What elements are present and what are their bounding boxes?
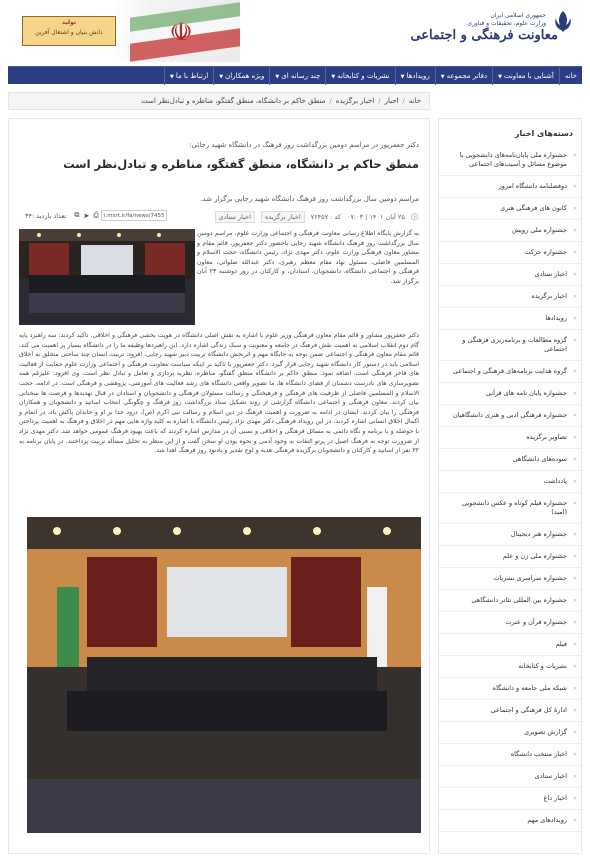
tag-featured-news[interactable]: اخبار برگزیده <box>261 211 305 223</box>
category-item[interactable] <box>439 330 581 361</box>
chevron-left-icon: ‹ <box>573 412 576 419</box>
chevron-left-icon: ‹ <box>573 773 576 780</box>
category-label: جشنواره فیلم کوتاه و عکس دانشجویی (امید) <box>462 499 567 516</box>
category-item[interactable] <box>439 361 581 383</box>
news-code: کد : ۷۶۴۵۷ <box>310 213 341 221</box>
breadcrumb-home[interactable]: خانه <box>408 97 421 105</box>
chevron-left-icon: ‹ <box>573 337 576 344</box>
chevron-left-icon: ‹ <box>573 597 576 604</box>
publish-date: ۲۵ آبان ۱۴۰۱ | ۰۷:۰۳ <box>346 213 405 221</box>
breadcrumb-separator: / <box>378 97 381 105</box>
category-item[interactable] <box>439 634 581 656</box>
category-item[interactable] <box>439 524 581 546</box>
telegram-icon[interactable]: ➤ <box>83 211 90 220</box>
chevron-left-icon: ‹ <box>573 152 576 159</box>
article-thumbnail-image <box>19 229 195 325</box>
category-label: جشنواره ملی زن و علم <box>502 552 567 560</box>
article-lead: دکتر جعفرپور در مراسم دومین بزرگداشت روز فرهنگ در دانشگاه شهید رجائی: <box>189 141 419 149</box>
caret-down-icon: ▼ <box>331 73 336 80</box>
category-item[interactable] <box>439 145 581 176</box>
caret-down-icon: ▼ <box>169 73 174 80</box>
nav-item-events[interactable] <box>395 67 435 85</box>
nav-item-label: خانه <box>564 71 577 80</box>
article-paragraph-2: دکتر جعفرپور مشاور و قائم مقام معاون فرهنگی وزیر علوم با اشاره به نقش اصلی دانشگاه در هویت بخشی فرهنگی و اخلاقی، تاکید کردند: سه راهبرد پایه گام دوم انقلاب اسلامی به اهمیت نقش فرهنگ در جامعه و معنویت و سبک زندگی اشاره دارد. این راهبردها وظیفه ما را در دانشگاه بسیار پر اهمیت می کند. قائم مقام معاون فرهنگی و اجتماعی ضمن توجه به جایگاه مهم و اثربخش دانشگاه تربیت دبیر شهید رجایی، افزود: تربیت انسان چند ساحتی متخلق به اخلاق اسلامی باید در دستور کار دانشگاه شهید رجایی قرار گیرد. دکتر جعفرپور با تاکید بر اینکه سیاست معاونت فرهنگی و اجتماعی وزارت علوم حمایت از فعالیت های فاخر فرهنگی است، اضافه نمود: منطق حاکم بر دانشگاه منطق گفتگو، مناظره، نظریه پردازی و تعامل و تبادل نظر است. وی افزود: علیرغم همه تصویرسازی های نادرست دشمنان از فضای دانشگاه ها، ما تصویر واقعی دانشگاه های رشد فعالیت های آموزشی، پژوهشی و فرهنگی است. در ادامه، حجت الاسلام و المسلمین فاضلی از ظرفیت های فرهنگی و فرهیختگی و رسالت مسئولان فرهنگی و دانشجویان و استادان در قبال تهدیدها و فرصت ها سخنانی بیان کردند. معاون فرهنگی و اجتماعی دانشگاه گزارشی از روند تشکیل ستاد بزرگداشت روز فرهنگ و چگونگی انتخاب اساتید و دانشجویان و همکاران فرهنگی را بیان کردند. ایشان در ادامه به ضرورت و اهمیت فرهنگ در دین اسلام و رسالت نبی اکرم (ص)، درود خدا بر او و خاندان پاکش باد، در اتمام و اکمال اخلاق انسانی اشاره کردند. در این رویداد فرهنگی دکتر مهدی نژاد رئیس دانشگاه با اشاره به کلید واژه هایی مهم در اخلاق و فرهنگ به اهمیت پرداختن با حوصله و با برنامه و نگاه دائمی به مسائل فرهنگی و اخلاقی و نسبی آن در مدارس اشاره کردند که باعث بهبود فرهنگ عمومی خواهد شد. دکتر مهدی نژاد از ضرورت توجه به فرهنگ اصیل در پرتو التفات به وجود آدمی و نحوه بودن او سخن گفت و از این منظر به تحلیل مسأله تربیت پرداختند. در پایان برنامه به ۲۲ نفر از اساتید و کارکنان و دانشجویان برگزیده فرهنگی هدیه و لوح تقدیر و یادبود روز فرهنگ اهدا شد. <box>19 332 419 455</box>
site-logo[interactable] <box>376 6 576 56</box>
category-item[interactable] <box>439 286 581 308</box>
deputy-title: معاونت فرهنگی و اجتماعی <box>410 28 558 43</box>
flag-emblem-icon: ☫ <box>169 18 193 48</box>
chevron-left-icon: ‹ <box>573 249 576 256</box>
category-label: یادداشت <box>543 477 567 485</box>
category-list <box>439 145 581 832</box>
news-categories-sidebar <box>438 118 582 854</box>
category-item[interactable] <box>439 405 581 427</box>
breadcrumb-featured-news[interactable]: اخبار برگزیده <box>335 97 375 105</box>
site-header <box>0 0 590 62</box>
category-item[interactable] <box>439 700 581 722</box>
breadcrumb-news[interactable]: اخبار <box>384 97 399 105</box>
tag-staff-news[interactable]: اخبار ستادی <box>215 211 255 223</box>
caret-down-icon: ▼ <box>275 73 280 80</box>
category-label: تصاویر برگزیده <box>526 433 567 441</box>
category-label: اخبار ستادی <box>534 772 567 780</box>
caret-down-icon: ▼ <box>219 73 224 80</box>
category-item[interactable] <box>439 810 581 832</box>
chevron-left-icon: ‹ <box>573 641 576 648</box>
category-label: جشنواره سراسری نشریات <box>493 574 567 582</box>
breadcrumb <box>8 92 430 110</box>
category-label: اخبار منتخب دانشگاه <box>510 750 567 758</box>
chevron-left-icon: ‹ <box>573 795 576 802</box>
chevron-left-icon: ‹ <box>573 227 576 234</box>
caret-down-icon: ▼ <box>400 73 405 80</box>
category-label: جشنواره حرکت <box>524 248 567 256</box>
nav-item-label: ارتباط با ما <box>175 71 209 80</box>
chevron-left-icon: ‹ <box>573 663 576 670</box>
chevron-left-icon: ‹ <box>573 531 576 538</box>
nav-item-colleagues[interactable] <box>213 67 269 85</box>
chevron-left-icon: ‹ <box>573 368 576 375</box>
nav-item-label: دفاتر مجموعه <box>446 71 488 80</box>
chevron-left-icon: ‹ <box>573 553 576 560</box>
nav-item-offices[interactable] <box>435 67 492 85</box>
year-slogan-badge <box>22 16 116 46</box>
category-item[interactable] <box>439 546 581 568</box>
chevron-left-icon: ‹ <box>573 478 576 485</box>
chevron-left-icon: ‹ <box>573 271 576 278</box>
article-tools <box>19 210 167 221</box>
category-item[interactable] <box>439 788 581 810</box>
category-item[interactable] <box>439 176 581 198</box>
category-label: جشنواره ملی پایان‌نامه‌های دانشجویی با موضوع مسائل و آسیب‌های اجتماعی <box>459 151 567 168</box>
chevron-left-icon: ‹ <box>573 575 576 582</box>
nav-item-contact[interactable] <box>164 67 213 85</box>
breadcrumb-separator: / <box>402 97 405 105</box>
category-label: ادارۀ کل فرهنگی و اجتماعی <box>490 706 567 714</box>
nav-item-about[interactable] <box>492 67 559 85</box>
chevron-left-icon: ‹ <box>573 293 576 300</box>
category-item[interactable] <box>439 590 581 612</box>
category-item[interactable] <box>439 568 581 590</box>
category-label: گروه مطالعات و برنامه‌ریزی فرهنگی و اجتماعی <box>462 336 567 353</box>
category-label: کانون های فرهنگی هنری <box>500 204 567 212</box>
category-label: رویدادها <box>545 314 567 322</box>
visit-count: تعداد بازدید :۳۴ <box>25 211 67 220</box>
short-link-field[interactable]: i.msrt.ir/fa/news/7455 <box>101 210 167 221</box>
nav-item-publications[interactable] <box>325 67 394 85</box>
chevron-left-icon: ‹ <box>573 315 576 322</box>
article-card <box>8 118 430 854</box>
main-navigation <box>8 66 582 84</box>
category-label: نشریات و کتابخانه <box>518 662 567 670</box>
category-item[interactable] <box>439 198 581 220</box>
caret-down-icon: ▼ <box>498 73 502 80</box>
sidebar-title: دسته‌های اخبار <box>514 129 573 138</box>
chevron-left-icon: ‹ <box>573 183 576 190</box>
caret-down-icon: ▼ <box>440 73 445 80</box>
article-title: منطق حاکم بر دانشگاه، منطق گفتگو، مناظره و تبادل‌نظر است <box>63 157 419 171</box>
clock-icon: 🕓 <box>410 213 419 221</box>
chevron-left-icon: ‹ <box>573 817 576 824</box>
category-label: سوده‌های دانشگاهی <box>512 455 567 463</box>
chevron-left-icon: ‹ <box>573 390 576 397</box>
ministry-name-line2: وزارت علوم، تحقیقات و فناوری <box>467 20 546 27</box>
category-item[interactable] <box>439 656 581 678</box>
chevron-left-icon: ‹ <box>573 205 576 212</box>
category-label: رویدادهای مهم <box>527 816 567 824</box>
category-label: اخبار برگزیده <box>531 292 567 300</box>
category-item[interactable] <box>439 722 581 744</box>
chevron-left-icon: ‹ <box>573 685 576 692</box>
chevron-left-icon: ‹ <box>573 619 576 626</box>
category-label: دوفصلنامه دانشگاه امروز <box>498 182 567 190</box>
category-item[interactable] <box>439 427 581 449</box>
category-item[interactable] <box>439 242 581 264</box>
chevron-left-icon: ‹ <box>573 751 576 758</box>
breadcrumb-current: منطق حاکم بر دانشگاه، منطق گفتگو، مناظره و تبادل‌نظر است <box>141 97 326 105</box>
category-label: جشنواره قرآن و عترت <box>505 618 567 626</box>
slogan-line2: دانش بنیان و اشتغال آفرین <box>35 29 103 36</box>
article-summary: مراسم دومین سال بزرگداشت روز فرهنگ دانشگاه شهید رجایی برگزار شد. <box>200 195 419 203</box>
category-item[interactable] <box>439 449 581 471</box>
category-label: جشنواره بین المللی تئاتر دانشگاهی <box>471 596 567 604</box>
category-label: جشنواره هنر دیجیتال <box>510 530 567 538</box>
category-item[interactable] <box>439 766 581 788</box>
nav-item-home[interactable] <box>559 67 582 85</box>
chevron-left-icon: ‹ <box>573 500 576 507</box>
nav-item-label: آشنایی با معاونت <box>503 71 554 80</box>
category-item[interactable] <box>439 493 581 524</box>
category-label: اخبار ستادی <box>534 270 567 278</box>
copy-link-icon[interactable]: ⧉ <box>74 211 80 219</box>
print-icon[interactable]: ⎙ <box>93 211 99 219</box>
chevron-left-icon: ‹ <box>573 729 576 736</box>
category-item[interactable] <box>439 678 581 700</box>
category-label: فیلم <box>555 640 567 648</box>
flag-banner <box>110 0 240 62</box>
category-label: گزارش تصویری <box>524 728 567 736</box>
category-label: جشنواره فرهنگی ادبی و هنری دانشگاهیان <box>452 411 567 419</box>
nav-item-label: رویدادها <box>406 71 430 80</box>
category-label: جشنواره ملی رویش <box>511 226 567 234</box>
category-item[interactable] <box>439 264 581 286</box>
article-group-photo <box>27 517 421 833</box>
category-label: گروه هدایت برنامه‌های فرهنگی و اجتماعی <box>452 367 567 375</box>
ministry-name-line1: جمهوری اسلامی ایران <box>490 12 546 19</box>
nav-item-multimedia[interactable] <box>269 67 325 85</box>
chevron-left-icon: ‹ <box>573 434 576 441</box>
category-item[interactable] <box>439 383 581 405</box>
category-item[interactable] <box>439 612 581 634</box>
breadcrumb-separator: / <box>329 97 332 105</box>
nav-item-label: نشریات و کتابخانه <box>337 71 390 80</box>
chevron-left-icon: ‹ <box>573 707 576 714</box>
chevron-left-icon: ‹ <box>573 456 576 463</box>
category-label: جشنواره پایان نامه های قرآنی <box>485 389 567 397</box>
nav-item-label: ویژه همکاران <box>225 71 265 80</box>
slogan-line1: تولید <box>61 19 77 26</box>
category-item[interactable] <box>439 471 581 493</box>
category-item[interactable] <box>439 220 581 242</box>
category-label: شبکه ملی جامعه و دانشگاه <box>492 684 567 692</box>
category-label: اخبار داغ <box>543 794 567 802</box>
article-paragraph-1: به گزارش پایگاه اطلاع رسانی معاونت فرهنگی و اجتماعی وزارت علوم، مراسم دومین سال بزرگداشت روز فرهنگ دانشگاه شهید رجایی باحضور دکتر جعفرپور، قائم مقام و مشاور معاون فرهنگی وزارت علوم، دکتر مهدی نژاد، رئیس دانشگاه، حجت الاسلام و المسلمین فاضلی، مسئول نهاد مقام معظم رهبری، دکتر عبدالله صلواتی، معاون فرهنگی و اجتماعی دانشگاه، دانشجویان، استادان، و کارکنان در روز دوشنبه ۲۳ آبان برگزار شد. <box>197 230 419 285</box>
category-item[interactable] <box>439 744 581 766</box>
share-tools <box>72 211 100 220</box>
nav-item-label: چند رسانه ای <box>281 71 321 80</box>
category-item[interactable] <box>439 308 581 330</box>
